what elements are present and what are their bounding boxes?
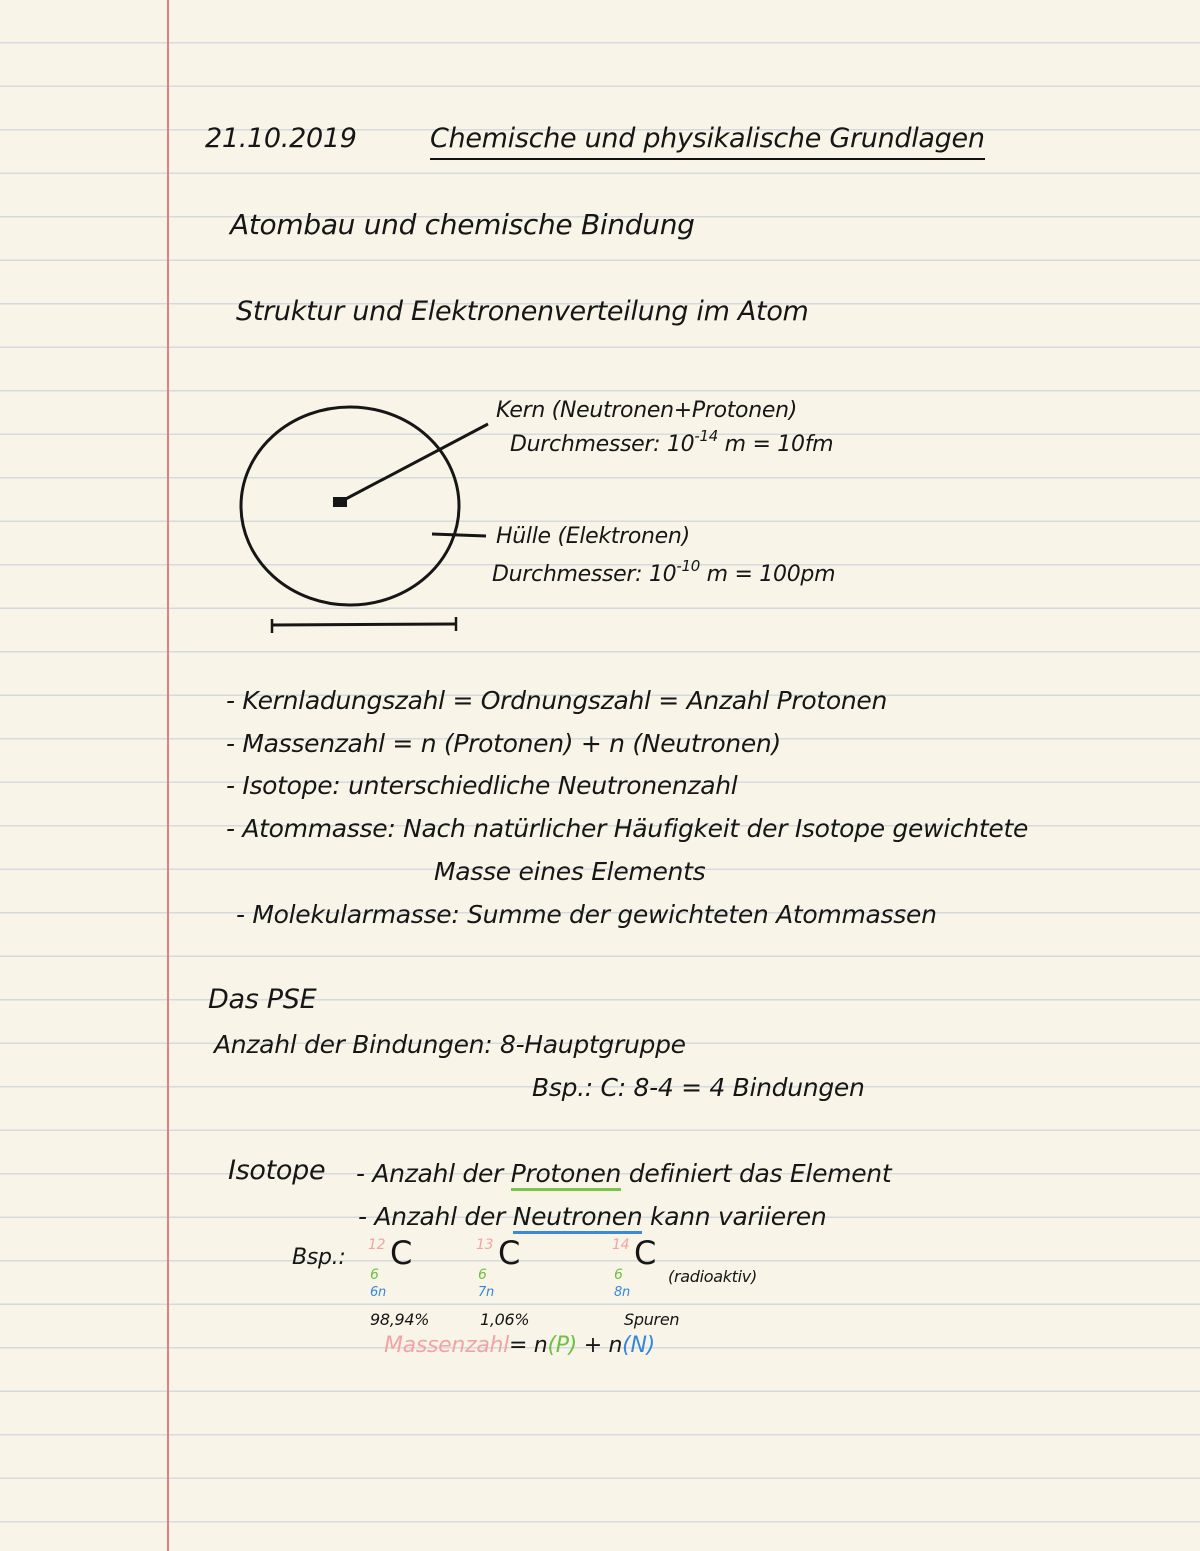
nucleus-pointer <box>340 424 488 502</box>
mass-number-formula: Massenzahl= n(P) + n(N) <box>384 1333 655 1358</box>
pse-bonds-rule: Anzahl der Bindungen: 8-Hauptgruppe <box>214 1030 686 1059</box>
note-item: - Atommasse: Nach natürlicher Häufigkeit der Isotope gewichtete <box>226 814 1029 843</box>
isotope-c13 <box>474 1234 544 1300</box>
note-item: - Kernladungszahl = Ordnungszahl = Anzahl Protonen <box>226 686 888 715</box>
section-heading: Atombau und chemische Bindung <box>230 208 695 241</box>
isotope-rule-neutrons: - Anzahl der Neutronen kann variieren <box>358 1202 826 1232</box>
atom-shell-circle <box>241 407 459 605</box>
mass-number: 13 <box>476 1237 494 1253</box>
core-label: Kern (Neutronen+Protonen) <box>496 398 798 423</box>
proton-number: 6 <box>370 1267 379 1283</box>
neutron-count: 6n <box>370 1285 386 1300</box>
abundance: 1,06% <box>480 1310 530 1329</box>
mass-number: 12 <box>368 1237 386 1253</box>
proton-number: 6 <box>614 1267 623 1283</box>
atom-diagram <box>0 0 1200 700</box>
element-symbol: C <box>497 1234 521 1272</box>
note-item: - Molekularmasse: Summe der gewichteten Atommassen <box>236 900 937 929</box>
shell-pointer <box>432 534 486 536</box>
shell-label: Hülle (Elektronen) <box>496 524 690 549</box>
radioactive-note: (radioaktiv) <box>668 1267 757 1286</box>
diameter-bar <box>272 624 456 625</box>
shell-diameter: Durchmesser: $10^{-10}$ m = 100pm <box>492 557 836 587</box>
neutrons-highlight: Neutronen <box>513 1202 643 1234</box>
proton-number: 6 <box>478 1267 487 1283</box>
abundance: Spuren <box>624 1310 680 1329</box>
abundance: 98,94% <box>370 1310 430 1329</box>
neutron-count: 7n <box>478 1285 494 1300</box>
core-diameter: Durchmesser: $10^{-14}$ m = 10fm <box>510 427 834 457</box>
isotopes-label: Isotope <box>228 1155 326 1186</box>
pse-heading: Das PSE <box>208 984 317 1015</box>
note-item: - Isotope: unterschiedliche Neutronenzahl <box>226 771 738 800</box>
mass-number: 14 <box>612 1237 630 1253</box>
neutron-count: 8n <box>614 1285 630 1300</box>
note-item: - Massenzahl = n (Protonen) + n (Neutronen) <box>226 729 781 758</box>
isotope-example-label: Bsp.: <box>292 1245 346 1270</box>
element-symbol: C <box>633 1234 657 1272</box>
section-subheading: Struktur und Elektronenverteilung im Atom <box>236 296 809 327</box>
page-title: Chemische und physikalische Grundlagen <box>430 124 985 160</box>
isotope-c12 <box>366 1234 436 1300</box>
element-symbol: C <box>389 1234 413 1272</box>
pse-example: Bsp.: C: 8-4 = 4 Bindungen <box>532 1073 865 1102</box>
date: 21.10.2019 <box>205 123 357 154</box>
isotope-rule-protons: - Anzahl der Protonen definiert das Element <box>356 1159 891 1189</box>
note-item-continuation: Masse eines Elements <box>434 857 706 886</box>
protons-highlight: Protonen <box>511 1159 621 1191</box>
